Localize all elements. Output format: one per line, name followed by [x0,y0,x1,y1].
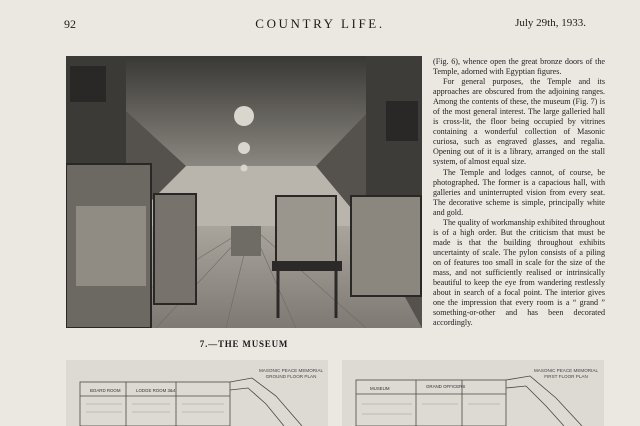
article-paragraph: (Fig. 6), whence open the great bronze doors of the Temple, adorned with Egyptian figures. [433,57,605,77]
page-number: 92 [64,17,76,31]
room-label: MUSEUM [370,386,390,391]
article-paragraph: The Temple and lodges cannot, of course, be photographed. The former is a capacious hall, with galleries and uninterrupted vision from every seat. The decorative scheme is simple, principally white and gold. [433,167,605,217]
museum-photograph [66,56,422,328]
first-floor-plan [342,360,604,426]
plan-title-line: MASONIC PEACE MEMORIAL [533,368,599,373]
plan-subtitle-line: FIRST FLOOR PLAN [544,374,588,379]
room-label: LODGE ROOM 3&4 [136,388,176,393]
issue-date: July 29th, 1933. [515,17,586,29]
figure-caption: 7.—THE MUSEUM [199,339,289,349]
room-label: BOARD ROOM [90,388,121,393]
plan-title [256,368,326,380]
plan-title [530,368,602,380]
article-paragraph: For general purposes, the Temple and its approaches are obscured from the adjoining ranges. Among the contents of these, the museum (Fig. 7) is of the most general interest. The large galleried hall is cross-lit, the floor being occupied by vitrines containing a wonderful collection of Masonic curiosa, such as engraved glasses, and regalia. Opening out of it is a library, arranged on the stall system, of almost equal size. [433,77,605,167]
page-header [0,17,640,33]
magazine-title: COUNTRY LIFE. [255,16,385,31]
plan-title-line: MASONIC PEACE MEMORIAL [258,368,324,373]
article-text-column [433,57,605,328]
museum-interior-illustration [66,56,422,328]
plan-subtitle-line: GROUND FLOOR PLAN [265,374,317,379]
ground-floor-plan [66,360,328,426]
room-label: GRAND OFFICERS [426,384,466,389]
article-paragraph: The quality of workmanship exhibited throughout is of a high order. But the criticism that must be made is that the building throughout exhibits uncertainty of scale. The pylon consists of a piling on of features too small in scale for the size of the mass, and not sufficiently realised or intrinsically beautiful to keep the eye from wandering restlessly about in search of a focal point. The interior gives one the impression that every room is a “ grand ” something-or-other and has been decorated accordingly. [433,217,605,328]
